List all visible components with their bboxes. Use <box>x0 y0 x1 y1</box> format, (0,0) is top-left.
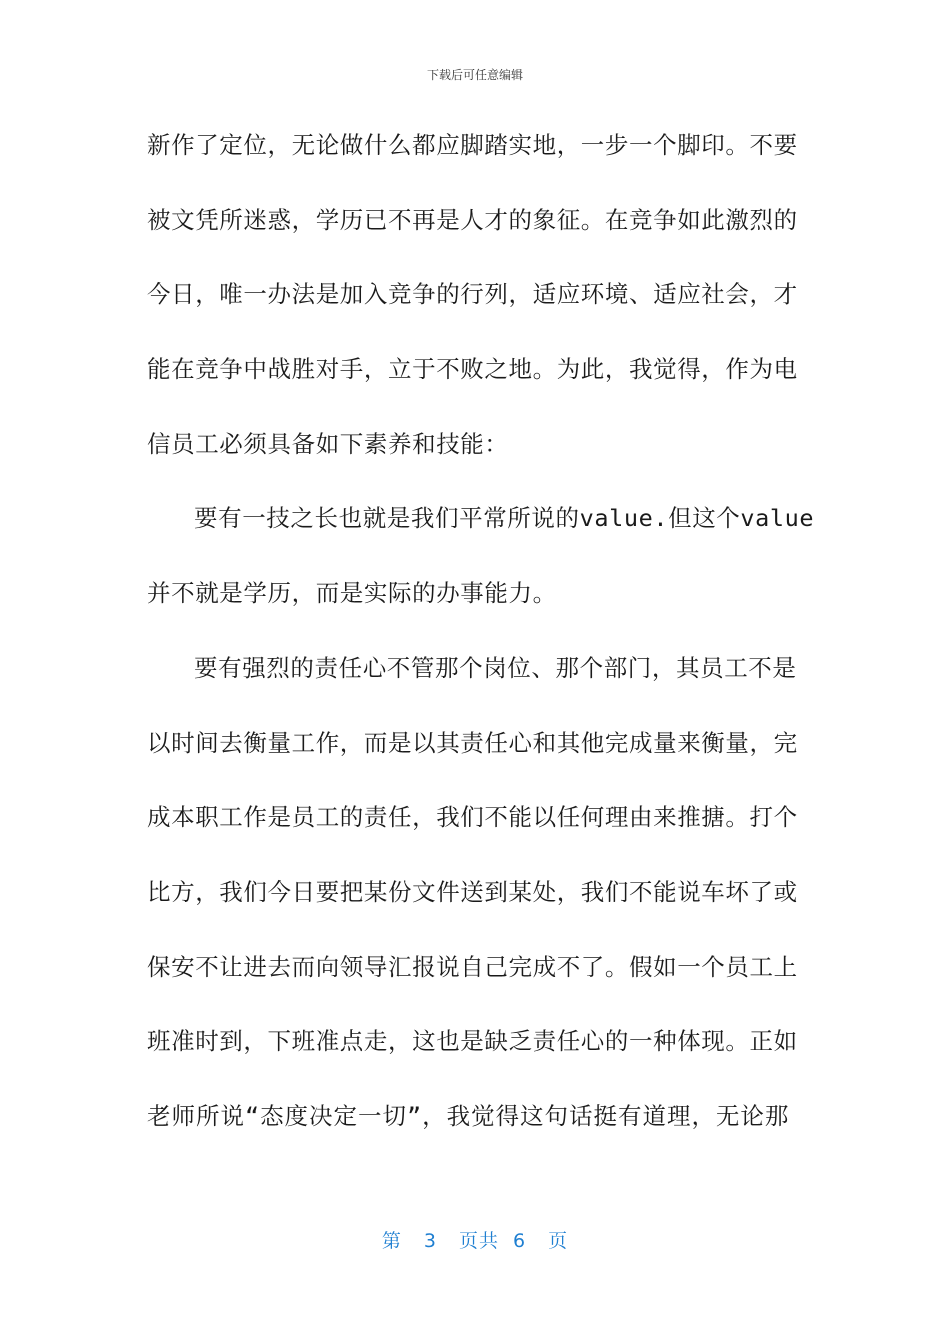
header-note: 下载后可任意编辑 <box>426 68 523 82</box>
paragraph-line: 比方，我们今日要把某份文件送到某处，我们不能说车坏了或 <box>147 877 798 906</box>
page-footer <box>0 1226 950 1253</box>
paragraph-line: 新作了定位，无论做什么都应脚踏实地，一步一个脚印。不要 <box>147 131 798 159</box>
footer-total-pages: 6 <box>513 1230 527 1252</box>
paragraph-line: 要有强烈的责任心不管那个岗位、那个部门，其员工不是 <box>194 653 797 682</box>
paragraph-line: 被文凭所迷惑，学历已不再是人才的象征。在竞争如此激烈的 <box>147 205 798 234</box>
paragraph-line: 保安不让进去而向领导汇报说自己完成不了。假如一个员工上 <box>147 952 798 981</box>
footer-middle: 页共 <box>458 1230 499 1252</box>
paragraph-line: 以时间去衡量工作，而是以其责任心和其他完成量来衡量，完 <box>147 728 798 757</box>
paragraph-line: 老师所说“态度决定一切”，我觉得这句话挺有道理，无论那 <box>147 1101 789 1130</box>
footer-page-number: 3 <box>423 1230 437 1252</box>
footer-prefix: 第 <box>381 1230 402 1252</box>
document-body <box>147 119 815 1165</box>
paragraph-line: 成本职工作是员工的责任，我们不能以任何理由来推搪。打个 <box>147 803 798 832</box>
paragraph-line: 要有一技之长也就是我们平常所说的value.但这个value <box>194 504 815 533</box>
footer-suffix: 页 <box>548 1230 569 1252</box>
paragraph-line: 信员工必须具备如下素养和技能： <box>147 429 509 458</box>
paragraph-line: 班准时到，下班准点走，这也是缺乏责任心的一种体现。正如 <box>147 1027 798 1056</box>
paragraph-line: 能在竞争中战胜对手，立于不败之地。为此，我觉得，作为电 <box>147 355 798 384</box>
paragraph-line: 并不就是学历，而是实际的办事能力。 <box>147 579 557 608</box>
paragraph-line: 今日，唯一办法是加入竞争的行列，适应环境、适应社会，才 <box>147 280 798 309</box>
